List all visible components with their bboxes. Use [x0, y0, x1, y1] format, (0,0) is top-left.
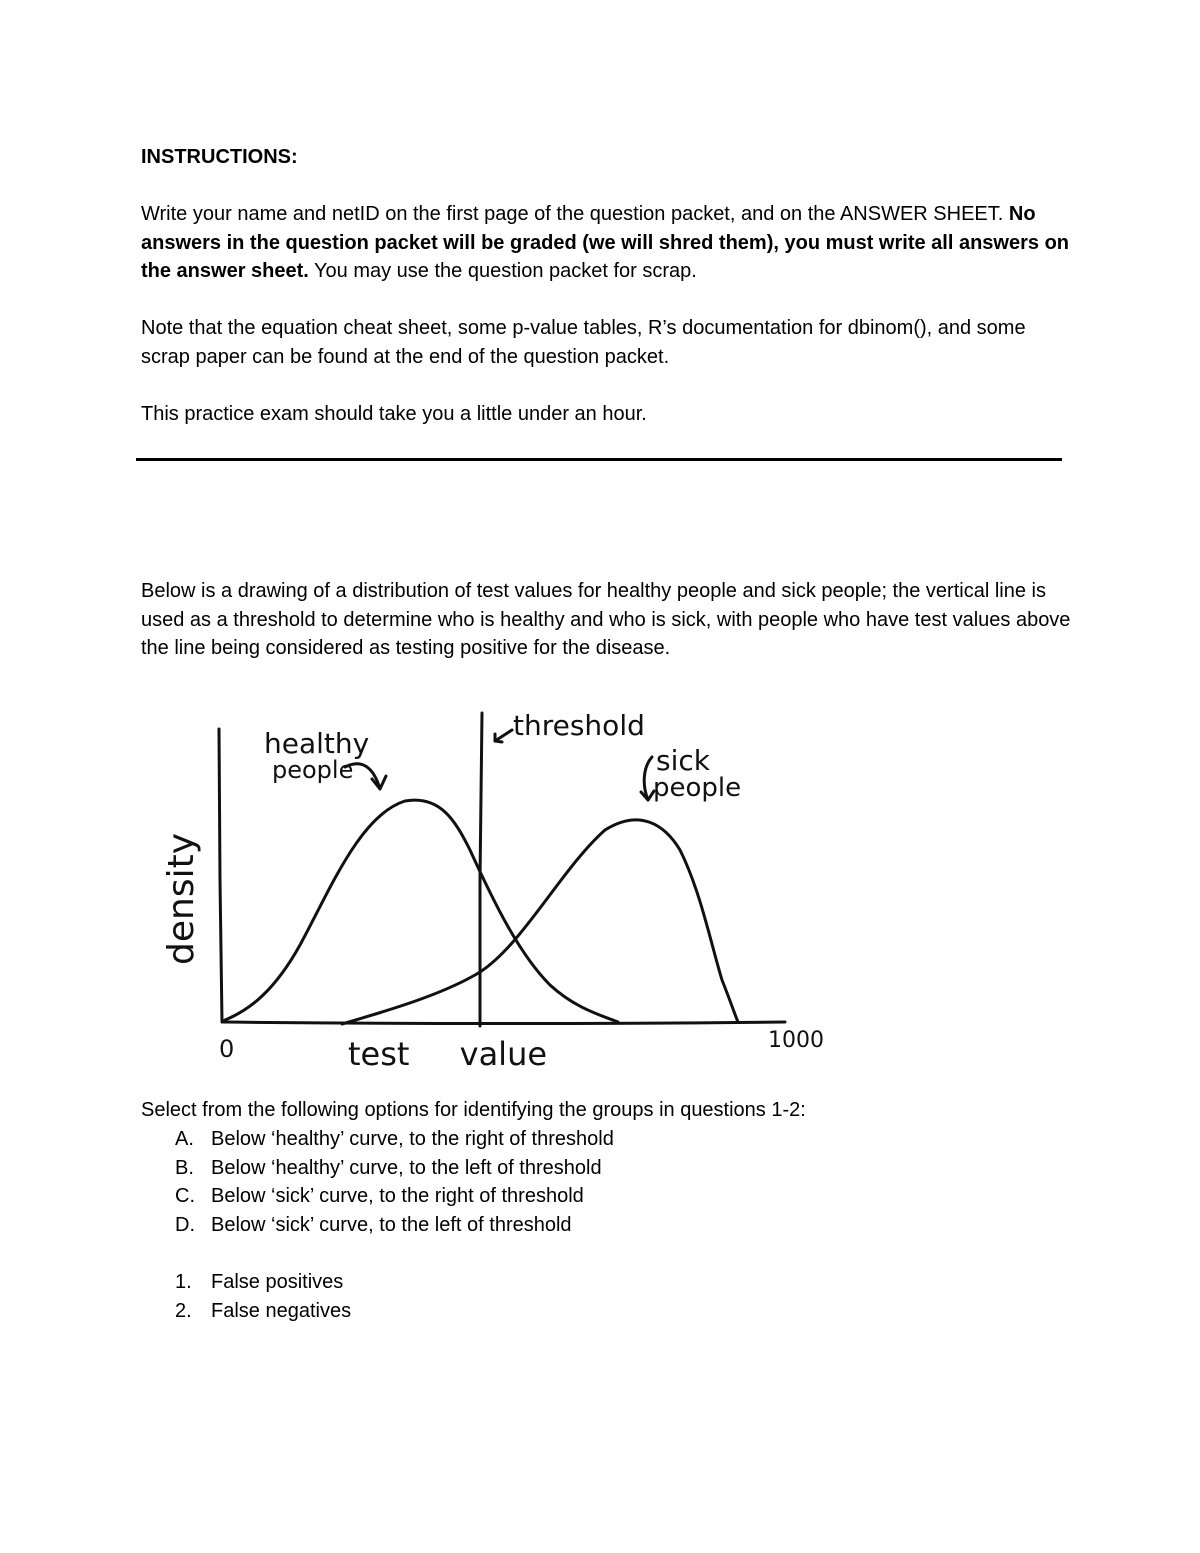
- figure-intro-paragraph: Below is a drawing of a distribution of test values for healthy people and sick people; the vertical line is used as a threshold to determine who is healthy and who is sick, with people who have test values above the line being considered as testing positive for the disease.: [141, 580, 1071, 659]
- threshold-arrow: [495, 730, 512, 741]
- question-1: [141, 1268, 351, 1297]
- question-text: False negatives: [211, 1299, 352, 1322]
- healthy-label-2: people: [272, 756, 354, 784]
- option-text: Below ‘sick’ curve, to the right of threshold: [211, 1185, 584, 1208]
- question-number: 1.: [175, 1271, 192, 1293]
- option-d: [141, 1211, 806, 1240]
- question-text: False positives: [211, 1271, 344, 1293]
- x-axis-title: test value: [348, 1035, 548, 1073]
- option-list: [141, 1125, 806, 1240]
- y-axis-label: density: [161, 833, 202, 965]
- x-max-label: 1000: [768, 1028, 824, 1053]
- select-prompt: Select from the following options for identifying the groups in questions 1-2:: [141, 1099, 806, 1121]
- x-axis: [222, 1022, 785, 1024]
- option-label: B.: [175, 1156, 194, 1179]
- healthy-label-1: healthy: [264, 727, 370, 760]
- instructions-text: Write your name and netID on the first page of the question packet, and on the ANSWER SHEET.: [141, 203, 1009, 225]
- instructions-paragraph-2: Note that the equation cheat sheet, some p-value tables, R’s documentation for dbinom(), and some scrap paper can be found at the end of the question packet.: [141, 317, 1026, 368]
- option-c: [141, 1182, 806, 1211]
- option-text: Below ‘healthy’ curve, to the right of threshold: [211, 1127, 614, 1150]
- question-2: [141, 1297, 351, 1326]
- sick-label-1: sick: [656, 744, 710, 777]
- sick-curve: [342, 820, 738, 1024]
- distribution-drawing: [150, 695, 840, 1085]
- instructions-paragraph-1: [141, 200, 1071, 286]
- option-label: D.: [175, 1214, 195, 1237]
- answer-options-block: [141, 1096, 806, 1240]
- question-list-block: [141, 1268, 351, 1326]
- question-list: [141, 1268, 351, 1326]
- instructions-bold-warning: No answers in the question packet will be graded (we will shred them), you must write all answers on the answer sheet.: [141, 203, 1069, 282]
- healthy-curve: [225, 800, 618, 1022]
- section-divider: [136, 458, 1062, 461]
- option-a: [141, 1125, 806, 1154]
- x-min-label: 0: [219, 1035, 235, 1063]
- question-number: 2.: [175, 1299, 192, 1322]
- instructions-text-end: You may use the question packet for scrap.: [308, 260, 697, 282]
- option-text: Below ‘healthy’ curve, to the left of threshold: [211, 1156, 602, 1179]
- threshold-label: threshold: [513, 709, 645, 742]
- option-label: A.: [175, 1127, 194, 1150]
- option-b: [141, 1154, 806, 1183]
- sick-label-2: people: [653, 773, 742, 803]
- option-label: C.: [175, 1185, 195, 1208]
- instructions-paragraph-3: This practice exam should take you a little under an hour.: [141, 403, 647, 425]
- instructions-heading: INSTRUCTIONS:: [141, 146, 298, 168]
- option-text: Below ‘sick’ curve, to the left of threshold: [211, 1214, 572, 1237]
- y-axis: [219, 729, 222, 1022]
